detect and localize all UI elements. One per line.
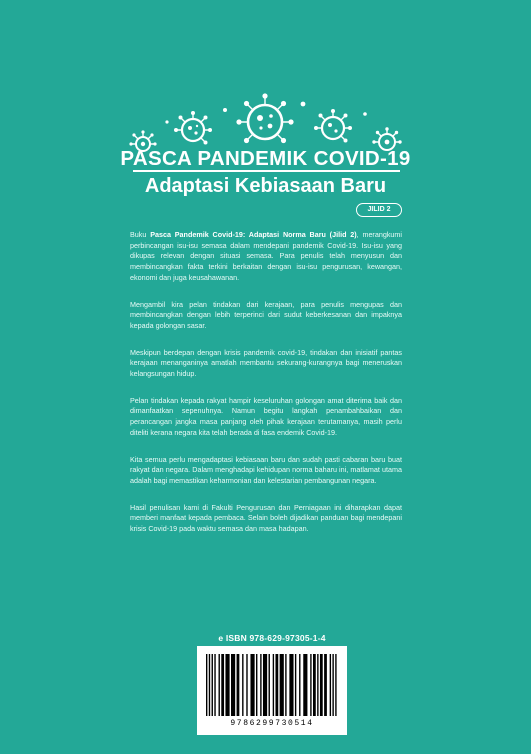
- barcode-bar: [280, 654, 284, 716]
- barcode: [197, 646, 347, 735]
- barcode-bar: [332, 654, 333, 716]
- barcode-digits: 9786299730514: [230, 719, 314, 728]
- volume-badge: JILID 2: [356, 203, 402, 217]
- barcode-bar: [219, 654, 220, 716]
- book-title-reference: Pasca Pandemik Covid-19: Adaptasi Norma Baru (Jilid 2): [150, 230, 357, 239]
- barcode-bar: [242, 654, 243, 716]
- barcode-bar: [303, 654, 307, 716]
- barcode-bar: [330, 654, 331, 716]
- barcode-bar: [320, 654, 323, 716]
- barcode-bar: [225, 654, 229, 716]
- book-title-subtitle: Adaptasi Kebiasaan Baru: [144, 175, 387, 197]
- barcode-bar: [310, 654, 311, 716]
- barcode-bar: [299, 654, 300, 716]
- barcode-bars: [206, 654, 338, 716]
- synopsis-paragraph-5: Kita semua perlu mengadaptasi kebiasaan baru dan sudah pasti cabaran baru buat rakyat dan negara. Dalam menghadapi kehidupan norma baharu ini, matlamat utama adalah bagi memastikan keharmonian dan kelestarian pembangunan negara.: [130, 454, 402, 485]
- barcode-bar: [289, 654, 293, 716]
- barcode-bar: [269, 654, 270, 716]
- isbn-label: e ISBN 978-629-97305-1-4: [218, 633, 326, 643]
- barcode-bar: [275, 654, 278, 716]
- barcode-bar: [221, 654, 224, 716]
- barcode-bar: [212, 654, 213, 716]
- barcode-bar: [285, 654, 286, 716]
- barcode-bar: [273, 654, 274, 716]
- synopsis-paragraph-1: Buku Pasca Pandemik Covid-19: Adaptasi Norma Baru (Jilid 2), merangkumi perbincangan isu-isu semasa dalam mendepani pandemik Covid-19. Isu-isu yang dikupas relevan dengan situasi semasa. Para penulis telah menyusun dan membincangkan fakta terkini berkaitan dengan isu-isu pengurusan, kewangan, ekonomi dan juga keusahawanan.: [130, 230, 402, 282]
- barcode-bar: [214, 654, 215, 716]
- barcode-bar: [246, 654, 247, 716]
- synopsis-paragraph-4: Pelan tindakan kepada rakyat hampir keseluruhan golongan amat diterima baik dan dimanfaatkan sepenuhnya. Namun begitu langkah penambahbaikan dan perancangan jangka masa panjang oleh pihak kerajaan terutamanya, masih perlu diteliti kerana negara kita telah berada di fasa endemik Covid-19.: [130, 395, 402, 437]
- barcode-bar: [206, 654, 207, 716]
- barcode-bar: [231, 654, 235, 716]
- synopsis-paragraph-3: Meskipun berdepan dengan krisis pandemik covid-19, tindakan dan inisiatif pantas kerajaan menanganinya amatlah membantu sekurang-kurangnya bagi meneruskan kelangsungan hidup.: [130, 347, 402, 379]
- synopsis-paragraph-6: Hasil penulisan kami di Fakulti Pengurusan dan Perniagaan ini diharapkan dapat memberi manfaat kepada pembaca. Selain boleh dijadikan panduan bagi mendepani krisis Covid-19 pada waktu semasa dan masa hadapan.: [130, 502, 402, 534]
- barcode-bar: [324, 654, 327, 716]
- barcode-bar: [295, 654, 296, 716]
- barcode-bar: [256, 654, 257, 716]
- book-title-main: PASCA PANDEMIK COVID-19: [120, 147, 411, 170]
- barcode-bar: [260, 654, 261, 716]
- barcode-bar: [317, 654, 318, 716]
- barcode-bar: [335, 654, 336, 716]
- synopsis: [130, 230, 402, 535]
- title-divider: [133, 170, 400, 172]
- barcode-bar: [313, 654, 316, 716]
- synopsis-paragraph-2: Mengambil kira pelan tindakan dari kerajaan, para penulis mengupas dan membincangkan dengan lebih terperinci dari sudut keberkesanan dan impaknya kepada golongan sasar.: [130, 299, 402, 330]
- barcode-bar: [263, 654, 267, 716]
- barcode-bar: [237, 654, 240, 716]
- barcode-bar: [250, 654, 254, 716]
- barcode-bar: [209, 654, 210, 716]
